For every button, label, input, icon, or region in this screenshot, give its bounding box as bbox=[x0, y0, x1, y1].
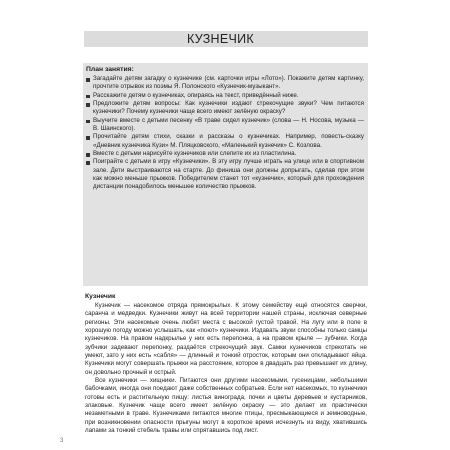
lesson-plan-item: Расскажите детям о кузнечиках, опираясь на текст, приведённый ниже. bbox=[86, 92, 364, 100]
article-paragraph: Все кузнечики — хищники. Питаются они другими насекомыми, гусеницами, небольшими бабочками, иногда они поедают даже собственных собратьев. Если нет насекомых, то кузнечики готовы есть и растительную пищу: листья винограда, почки и цветы деревьев и кустарников, злаковые. Кузнечик чаще всего имеет зелёную окраску — это делает их практически незаметными в траве. Кузнечиками питаются многие птицы, пресмыкающиеся и земноводные, при возникновении опасности прыгуны могут в короткое время исчезнуть из виду, хватившись лапами за тонкий стебель травы или спрятавшись под лист. bbox=[85, 377, 367, 435]
title-banner bbox=[84, 31, 368, 47]
page-title: КУЗНЕЧИК bbox=[187, 32, 254, 46]
article-section bbox=[85, 292, 367, 436]
page-number: 3 bbox=[60, 438, 64, 444]
lesson-plan-item: Поиграйте с детьми в игру «Кузнечики». В эту игру лучше играть на улице или в спортивном зале. Дети выстраиваются на старте. До финиша они должны допрыгать, сделав при этом как можно меньше прыжков. Победителем станет тот «кузнечик», который для прохождения дистанции понадобилось меньшее количество прыжков. bbox=[86, 158, 364, 191]
lesson-plan-item: Предложите детям вопросы: Как кузнечики издают стрекочущие звуки? Чем питаются кузнечики? Почему кузнечики чаще всего имеют зелёную окраску? bbox=[86, 100, 364, 117]
lesson-plan-item: Выучите вместе с детьми песенку «В траве сидел кузнечик» (слова — Н. Носова, музыка — В. Шаинского). bbox=[86, 117, 364, 134]
lesson-plan-item: Вместе с детьми нарисуйте кузнечиков или слепите их из пластилина. bbox=[86, 150, 364, 158]
article-heading: Кузнечик bbox=[85, 293, 116, 300]
lesson-plan-item: Загадайте детям загадку о кузнечике (см. карточки игры «Лото»). Покажите детям картинку, прочтите отрывок из поэмы Я. Полонского «Кузнечик-музыкант». bbox=[86, 75, 364, 92]
lesson-plan-heading: План занятия: bbox=[86, 66, 134, 73]
lesson-plan-item: Прочитайте детям стихи, сказки и рассказы о кузнечиках. Например, повесть-сказку «Дневник кузнечика Кузи» М. Пляцковского, «Маленький кузнечик» С. Козлова. bbox=[86, 133, 364, 150]
article-paragraph: Кузнечик — насекомое отряда прямокрылых. К этому семейству ещё относятся сверчки, саранча и медведки. Кузнечики живут на всей территории нашей страны, исключая северные регионы. Эти насекомые очень любят места с высокой густой травой. На лугу или в поле в хорошую погоду можно услышать, как «поют» кузнечики. Издавать звуки способны только самцы кузнечиков. На правом надкрылье у них есть перепонка, а на правом крыле — зубчики. Когда зубчики задевают перепонку, раздаётся стрекочущий звук. Самки кузнечиков стрекотать не умеют, зато у них есть «сабля» — длинный и тонкий отросток, которым они откладывают яйца. Кузнечики могут совершать прыжки на расстояние, которое в двадцать раз превышает их длину, он довольно прочный и острый. bbox=[85, 302, 367, 376]
lesson-plan-list bbox=[86, 75, 364, 192]
